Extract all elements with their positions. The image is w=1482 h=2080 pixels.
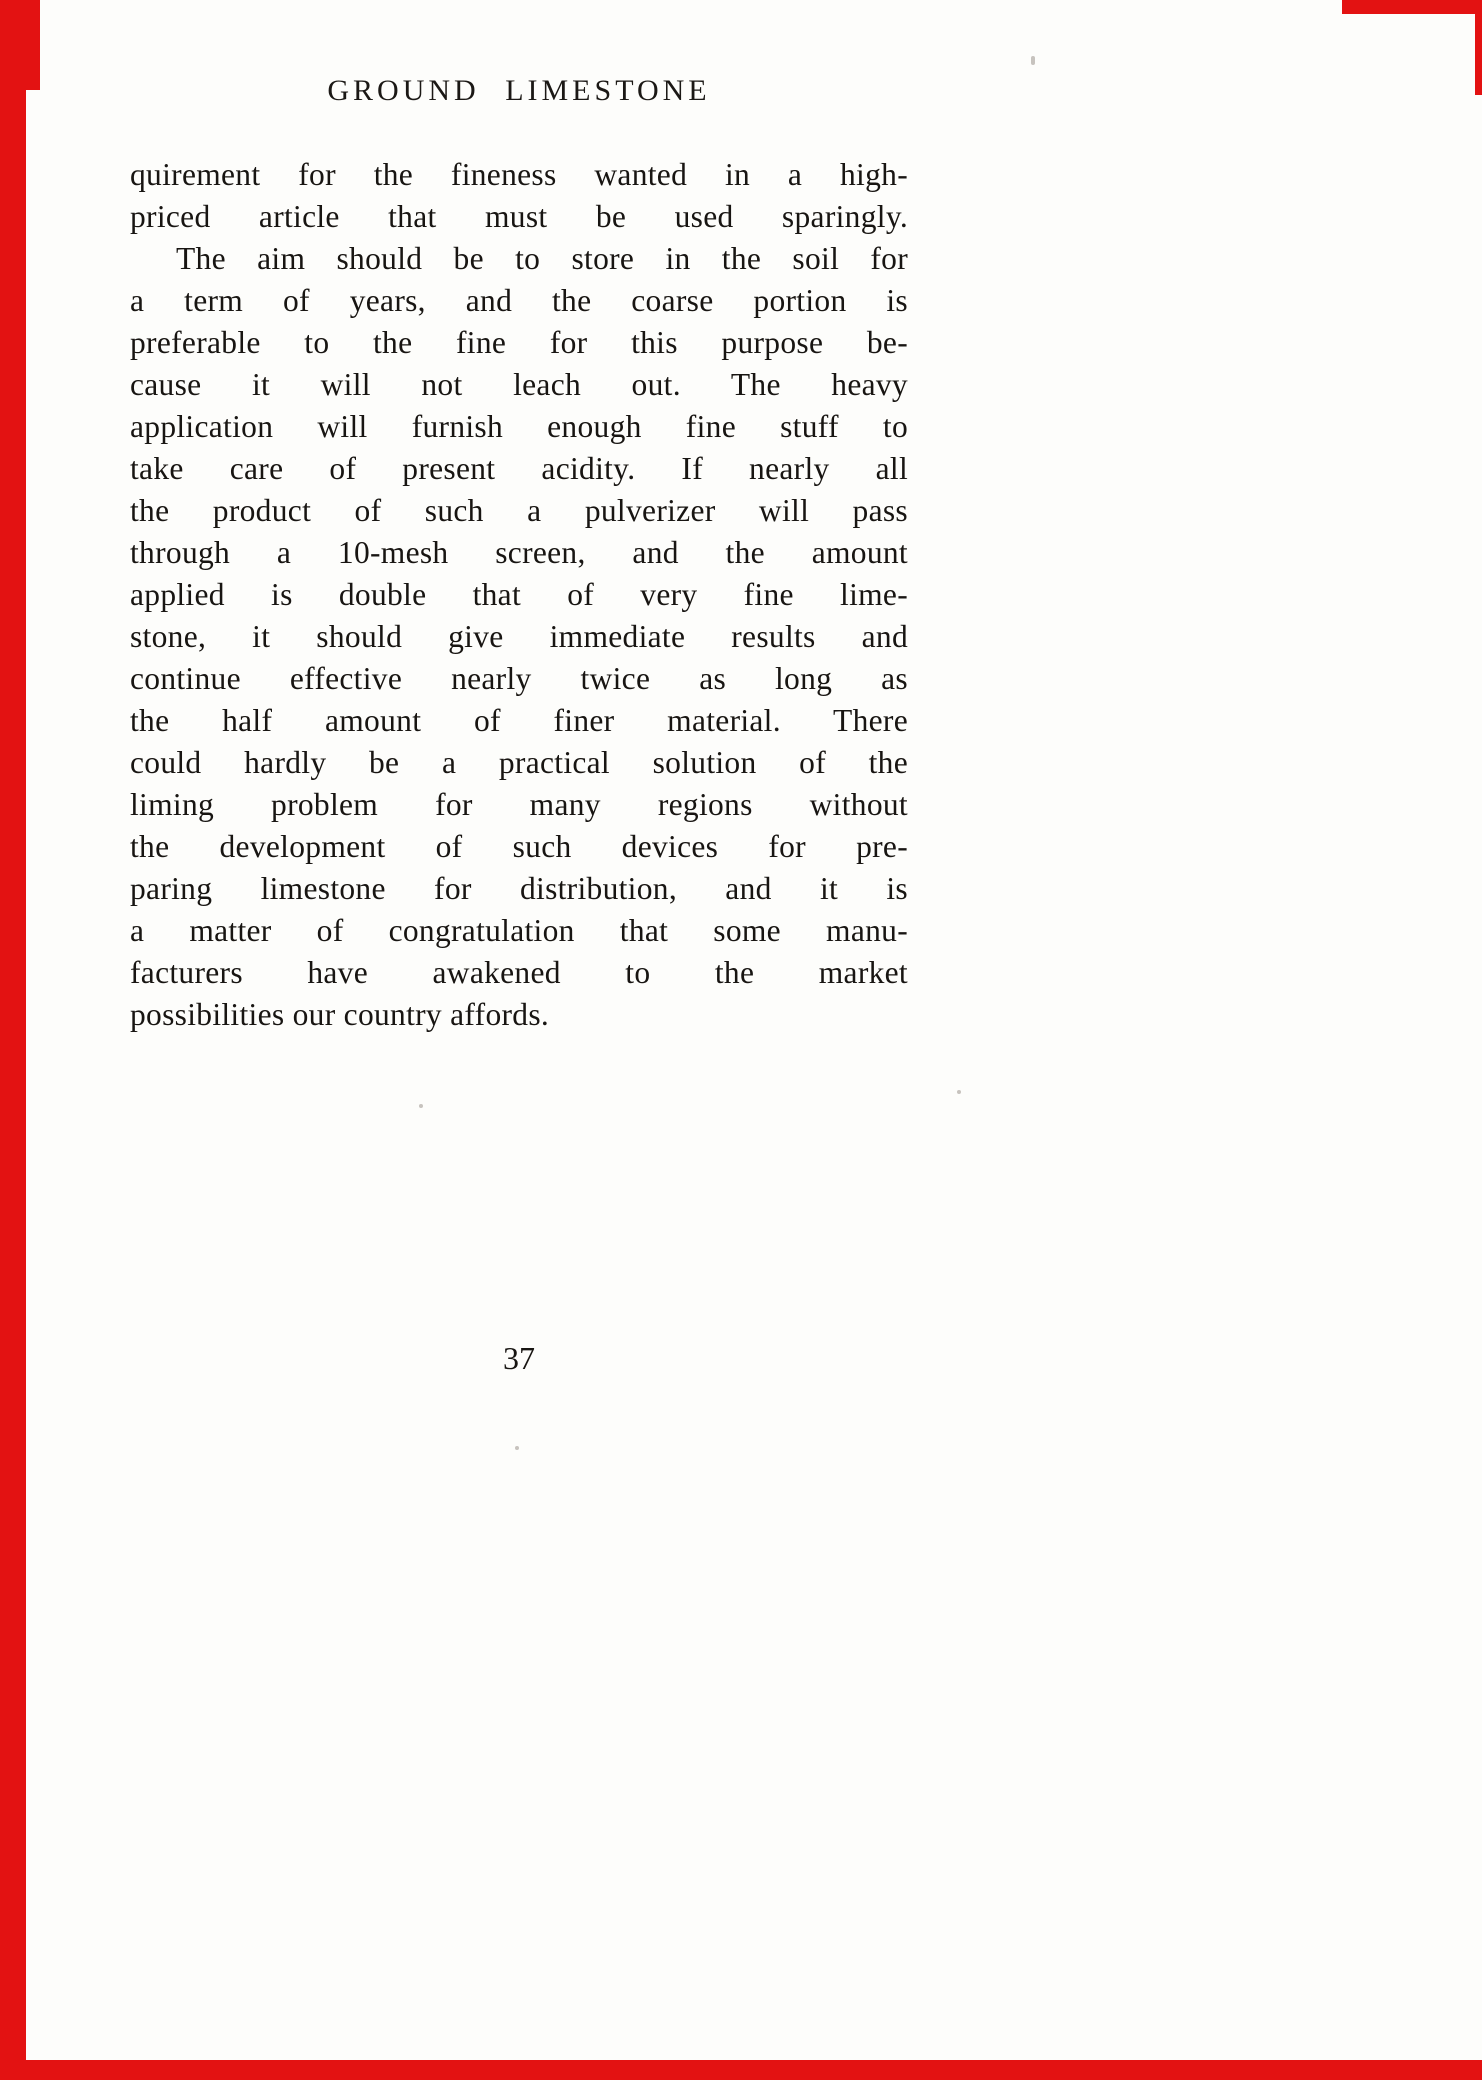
text-line: facturers have awakened to the market (130, 955, 908, 990)
scan-speck (419, 1104, 423, 1108)
scan-edge-bottom (0, 2060, 1482, 2080)
text-block (130, 74, 908, 1036)
text-line: preferable to the fine for this purpose be- (130, 325, 908, 360)
scan-edge-right (1475, 0, 1482, 95)
text-line: possibilities our country affords. (130, 997, 550, 1032)
text-line: a matter of congratulation that some manu- (130, 913, 908, 948)
text-line: priced article that must be used sparingly. (130, 199, 908, 234)
text-line: paring limestone for distribution, and it is (130, 871, 908, 906)
text-line: the product of such a pulverizer will pass (130, 493, 908, 528)
text-line: through a 10-mesh screen, and the amount (130, 535, 908, 570)
text-line: application will furnish enough fine stuff to (130, 409, 908, 444)
text-line: applied is double that of very fine lime- (130, 577, 908, 612)
text-line: the development of such devices for pre- (130, 829, 908, 864)
scan-speck (957, 1090, 961, 1094)
scan-edge-top-right (1342, 0, 1482, 14)
text-line: continue effective nearly twice as long as (130, 661, 908, 696)
text-line: take care of present acidity. If nearly all (130, 451, 908, 486)
text-line: a term of years, and the coarse portion is (130, 283, 908, 318)
scan-edge-left (0, 0, 26, 2080)
text-line: The aim should be to store in the soil for (176, 241, 908, 276)
text-line: the half amount of finer material. There (130, 703, 908, 738)
scan-edge-top-left (0, 0, 40, 90)
text-line: liming problem for many regions without (130, 787, 908, 822)
text-line: cause it will not leach out. The heavy (130, 367, 908, 402)
scan-speck (1031, 56, 1035, 65)
scan-speck (515, 1446, 519, 1450)
text-line: quirement for the fineness wanted in a high- (130, 157, 908, 192)
page-body (130, 154, 908, 1036)
text-line: stone, it should give immediate results and (130, 619, 908, 654)
running-head: GROUND LIMESTONE (327, 74, 711, 107)
page-number: 37 (503, 1340, 535, 1376)
text-line: could hardly be a practical solution of the (130, 745, 908, 780)
